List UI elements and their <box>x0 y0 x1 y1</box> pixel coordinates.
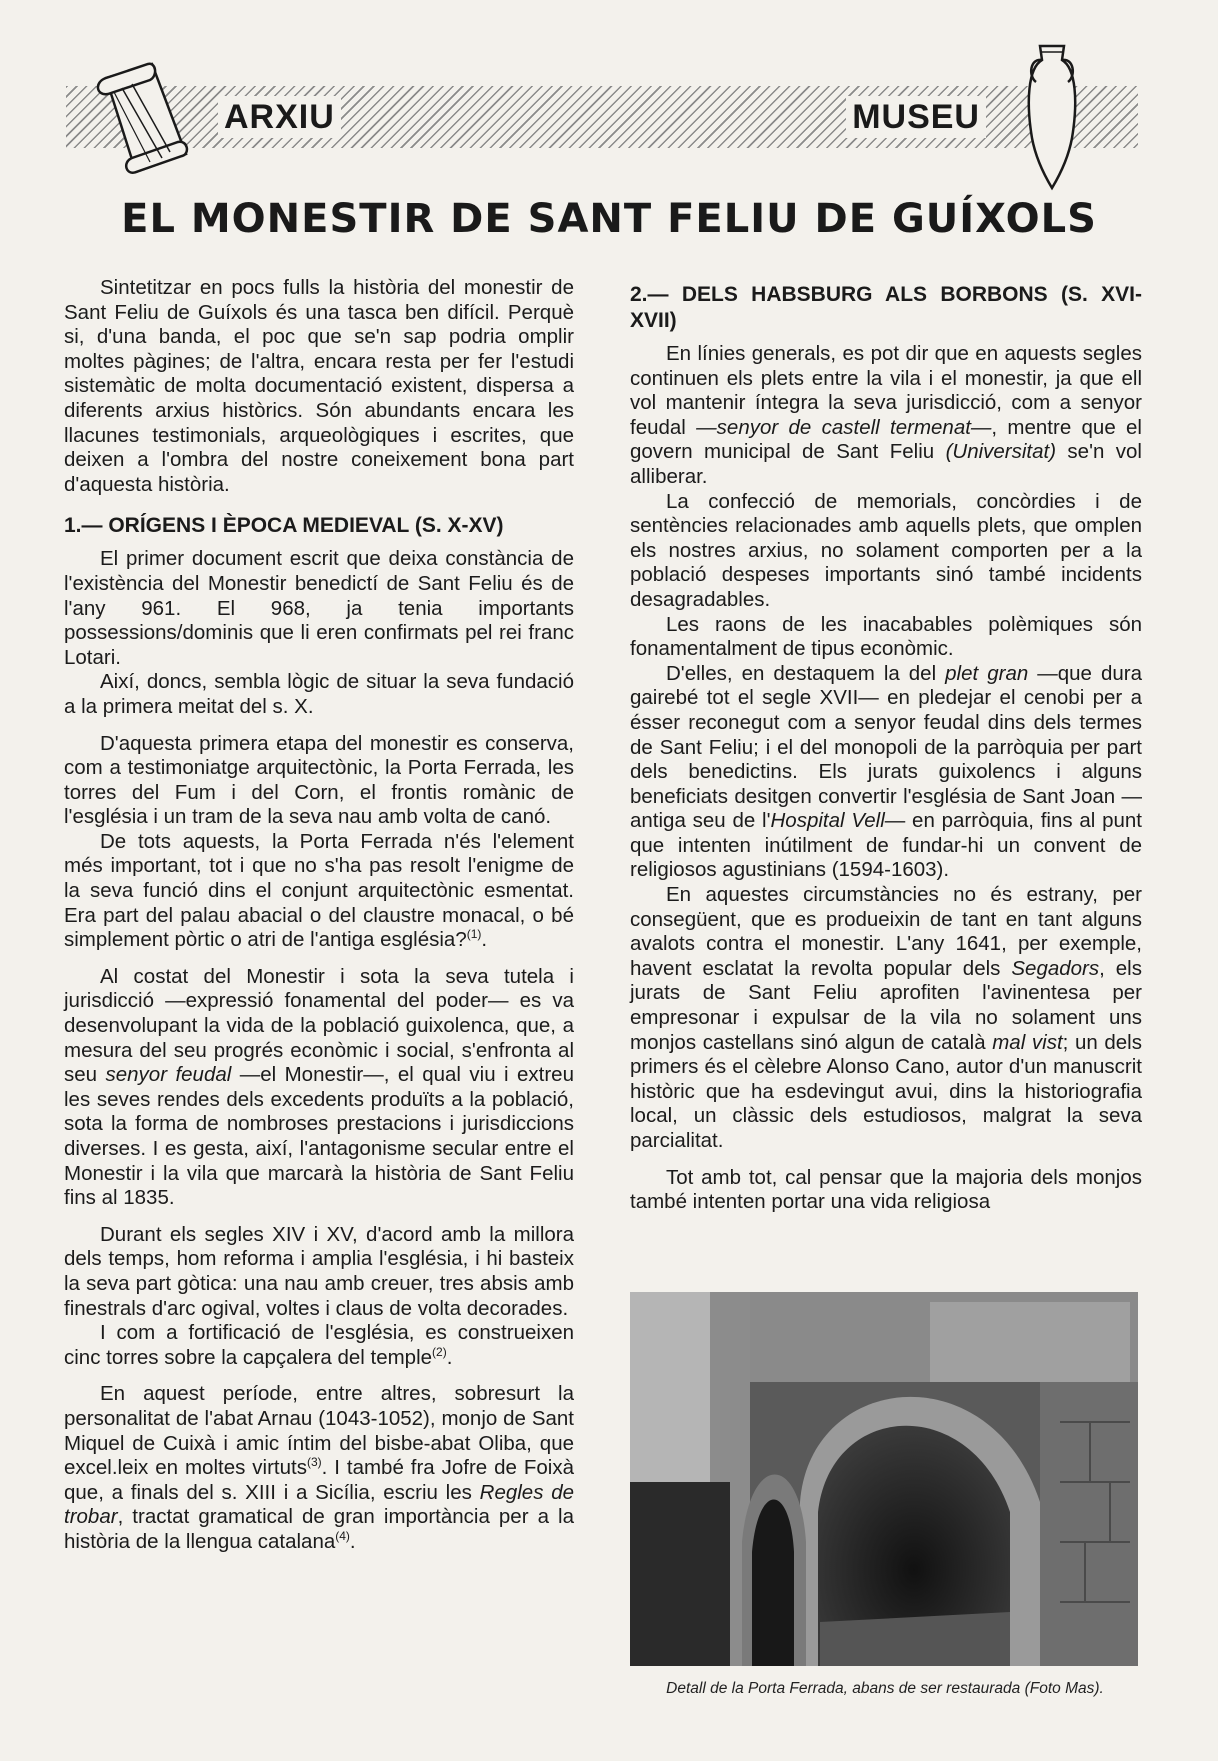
paragraph: D'aquesta primera etapa del monestir es conserva, com a testimoniatge arquitectònic, la Porta Ferrada, les torres del Fum i del Corn, el frontis romànic de l'església i un tram de la seva nau amb volta de canó. <box>64 731 574 829</box>
paragraph: La confecció de memorials, concòrdies i de sentències relacionades amb aquells plets, que omplen els nostres arxius, no solament comporten per a la població despeses importants sinó també incidents desagradables. <box>630 489 1142 611</box>
arxiu-label: ARXIU <box>218 96 341 138</box>
paragraph: I com a fortificació de l'església, es construeixen cinc torres sobre la capçalera del temple$^{(2)}$. <box>64 1321 574 1369</box>
paragraph: En aquestes circumstàncies no és estrany, per consegüent, que es produeixin de tant en tant alguns avalots contra el monestir. L'any 1641, per exemple, havent esclatat la revolta popular dels Segadors, els jurats de Sant Feliu aprofiten l'avinentesa per empresonar i expulsar de la vila no solament uns monjos castellans sinó algun de català mal vist; un dels primers és el cèlebre Alonso Cano, autor d'un manuscrit històric que ha esdevingut avui, dins la historiografia local, un clàssic dels estudiosos, malgrat la seva parcialitat. <box>630 883 1142 1152</box>
paragraph: Al costat del Monestir i sota la seva tutela i jurisdicció —expressió fonamental del poder— es va desenvolupant la vida de la població guixolenca, que, a mesura del seu progrés econòmic i social, s'enfronta al seu senyor feudal —el Monestir—, el qual viu i extreu les seves rendes dels excedents produïts a la població, sota la forma de nombroses prestacions i jurisdiccions diverses. I es gesta, així, l'antagonisme secular entre el Monestir i la vila que marcarà la història de Sant Feliu fins al 1835. <box>64 964 574 1210</box>
section-1-heading: 1.— ORÍGENS I ÈPOCA MEDIEVAL (S. X-XV) <box>64 514 504 538</box>
page-title: EL MONESTIR DE SANT FELIU DE GUÍXOLS <box>121 196 1097 242</box>
left-column <box>64 276 574 1555</box>
footnote-ref: (3) <box>306 1455 322 1470</box>
paragraph: En aquest període, entre altres, sobresurt la personalitat de l'abat Arnau (1043-1052), monjo de Sant Miquel de Cuixà i amic íntim del bisbe-abat Oliba, que excel.leix en moltes virtuts$^{(3)}$. I també fra Jofre de Foixà que, a finals del s. XIII i a Sicília, escriu les Regles de trobar, tractat gramatical de gran importància per a la història de la llengua catalana$^{(4)}$. <box>64 1382 575 1553</box>
paragraph: El primer document escrit que deixa constància de l'existència del Monestir benedictí de Sant Feliu és de l'any 961. El 968, ja tenia importants possessions/dominis que li eren confirmats pel rei franc Lotari. <box>64 547 574 669</box>
paragraph: De tots aquests, la Porta Ferrada n'és l'element més important, tot i que no s'ha pas resolt l'enigme de la seva funció dins el conjunt arquitectònic esmentat. Era part del palau abacial o del claustre monacal, o bé simplement pòrtic o atri de l'antiga església?$^{(1)}$. <box>64 829 574 952</box>
intro-paragraph: Sintetitzar en pocs fulls la història del monestir de Sant Feliu de Guíxols és una tasca ben difícil. Perquè si, d'una banda, el poc que se'n sap podria omplir moltes pàgines; de l'altra, encara resta per fer l'estudi sistemàtic de molta documentació existent, dispersa a diferents arxius històrics. Són abundants encara les llacunes testimonials, arqueològiques i escrites, que deixen a l'ombra del nostre coneixement bona part d'aquesta història. <box>64 276 574 496</box>
footnote-ref: (4) <box>335 1529 350 1544</box>
paragraph: Les raons de les inacabables polèmiques són fonamentalment de tipus econòmic. <box>630 612 1142 661</box>
scroll-icon <box>92 58 202 178</box>
porta-ferrada-photo <box>630 1292 1138 1666</box>
photo-caption: Detall de la Porta Ferrada, abans de ser restaurada (Foto Mas). <box>666 1680 1104 1697</box>
paragraph: Tot amb tot, cal pensar que la majoria dels monjos també intenten portar una vida religiosa <box>630 1165 1142 1214</box>
header-banner <box>66 86 1138 148</box>
paragraph: D'elles, en destaquem la del plet gran —que dura gairebé tot el segle XVII— en pledejar el cenobi per a ésser reconegut com a senyor feudal dins dels termes de Sant Feliu; i el del monopoli de la parròquia per part dels benedictins. Els jurats guixolencs i alguns beneficiats desitgen convertir l'església de Sant Joan —antiga seu de l'Hospital Vell— en parròquia, fins al punt que intenten inútilment de fundar-hi un convent de religiosos agustinians (1594-1603). <box>630 661 1142 882</box>
paragraph: En línies generals, es pot dir que en aquests segles continuen els plets entre la vila i el monestir, ja que ell vol mantenir íntegra la seva jurisdicció, com a senyor feudal —senyor de castell termenat—, mentre que el govern municipal de Sant Feliu (Universitat) se'n vol alliberar. <box>630 342 1142 488</box>
footnote-ref: (2) <box>432 1344 447 1359</box>
amphora-icon <box>1022 42 1082 192</box>
footnote-ref: (1) <box>466 927 482 942</box>
right-column <box>630 276 1142 1215</box>
paragraph: Durant els segles XIV i XV, d'acord amb la millora dels temps, hom reforma i amplia l'església, i hi basteix la seva part gòtica: una nau amb creuer, tres absis amb finestrals d'arc ogival, voltes i claus de volta decorades. <box>64 1222 574 1320</box>
museu-label: MUSEU <box>846 96 986 138</box>
section-2-heading: 2.— DELS HABSBURG ALS BORBONS (S. XVI-XVII) <box>630 283 1142 332</box>
paragraph: Així, doncs, sembla lògic de situar la seva fundació a la primera meitat del s. X. <box>64 670 574 718</box>
